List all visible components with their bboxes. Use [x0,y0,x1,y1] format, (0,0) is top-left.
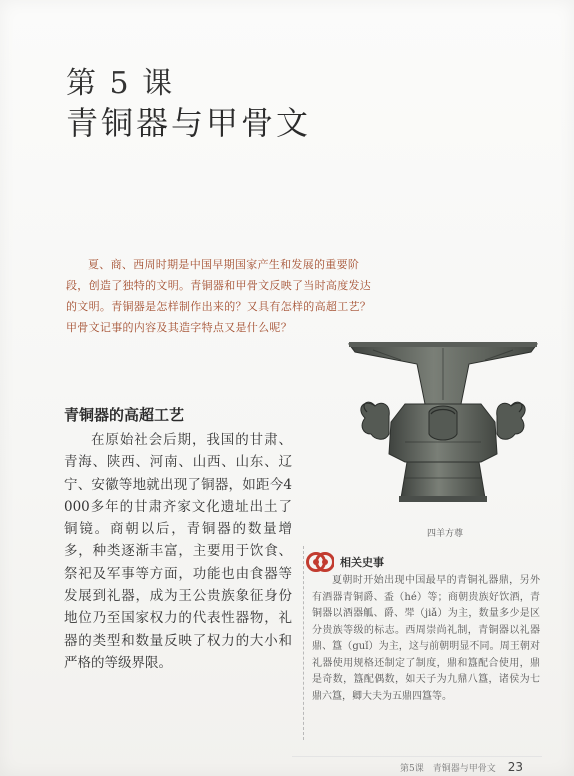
intro-paragraph: 夏、商、西周时期是中国早期国家产生和发展的重要阶段，创造了独特的文明。青铜器和甲骨文反映了当时高度发达的文明。青铜器是怎样制作出来的？又具有怎样的高超工艺？甲骨文记事的内容及其造字特点又是什么呢？ [66,258,372,334]
related-history-icon [306,548,334,576]
lesson-number: 第 5 课 [66,66,175,101]
section-body: 在原始社会后期，我国的甘肃、青海、陕西、河南、山西、山东、辽宁、安徽等地就出现了铜器，如距今4 000多年的甘肃齐家文化遗址出土了铜镜。商朝以后，青铜器的数量增多，种类逐渐丰富，主要用于饮食、祭祀及军事等方面，功能也由食器等发展到礼器，成为王公贵族象征身份地位乃至国家权力的代表性器物，礼器的类型和数量反映了权力的大小和严格的等级界限。 [64,432,292,671]
footer-divider [292,756,542,757]
page-number: 23 [507,760,524,774]
related-history-text: 夏朝时开始出现中国最早的青铜礼器鼎，另外有酒器青铜爵、盉（hé）等；商朝贵族好饮酒，青铜器以酒器觚、爵、斝（jiǎ）为主，数量多少是区分贵族等级的标志。西周崇尚礼制，青铜器以礼器鼎、簋（guǐ）为主，这与前朝明显不同。周王朝对礼器使用规格还制定了制度，鼎和簋配合使用，鼎是奇数，簋配偶数，如天子为九鼎八簋，诸侯为七鼎六簋，卿大夫为五鼎四簋等。 [312,575,540,702]
related-history-header [306,548,384,576]
page-footer [400,760,523,774]
section-heading: 青铜器的高超工艺 [64,406,185,424]
lesson-title: 青铜器与甲骨文 [66,104,312,142]
bronze-zun-image [345,338,541,510]
related-history-title: 相关史事 [340,556,384,569]
footer-lesson-label: 第5课 青铜器与甲骨文 [400,764,496,774]
related-history-box [303,546,542,740]
figure-caption: 四羊方尊 [426,529,463,539]
